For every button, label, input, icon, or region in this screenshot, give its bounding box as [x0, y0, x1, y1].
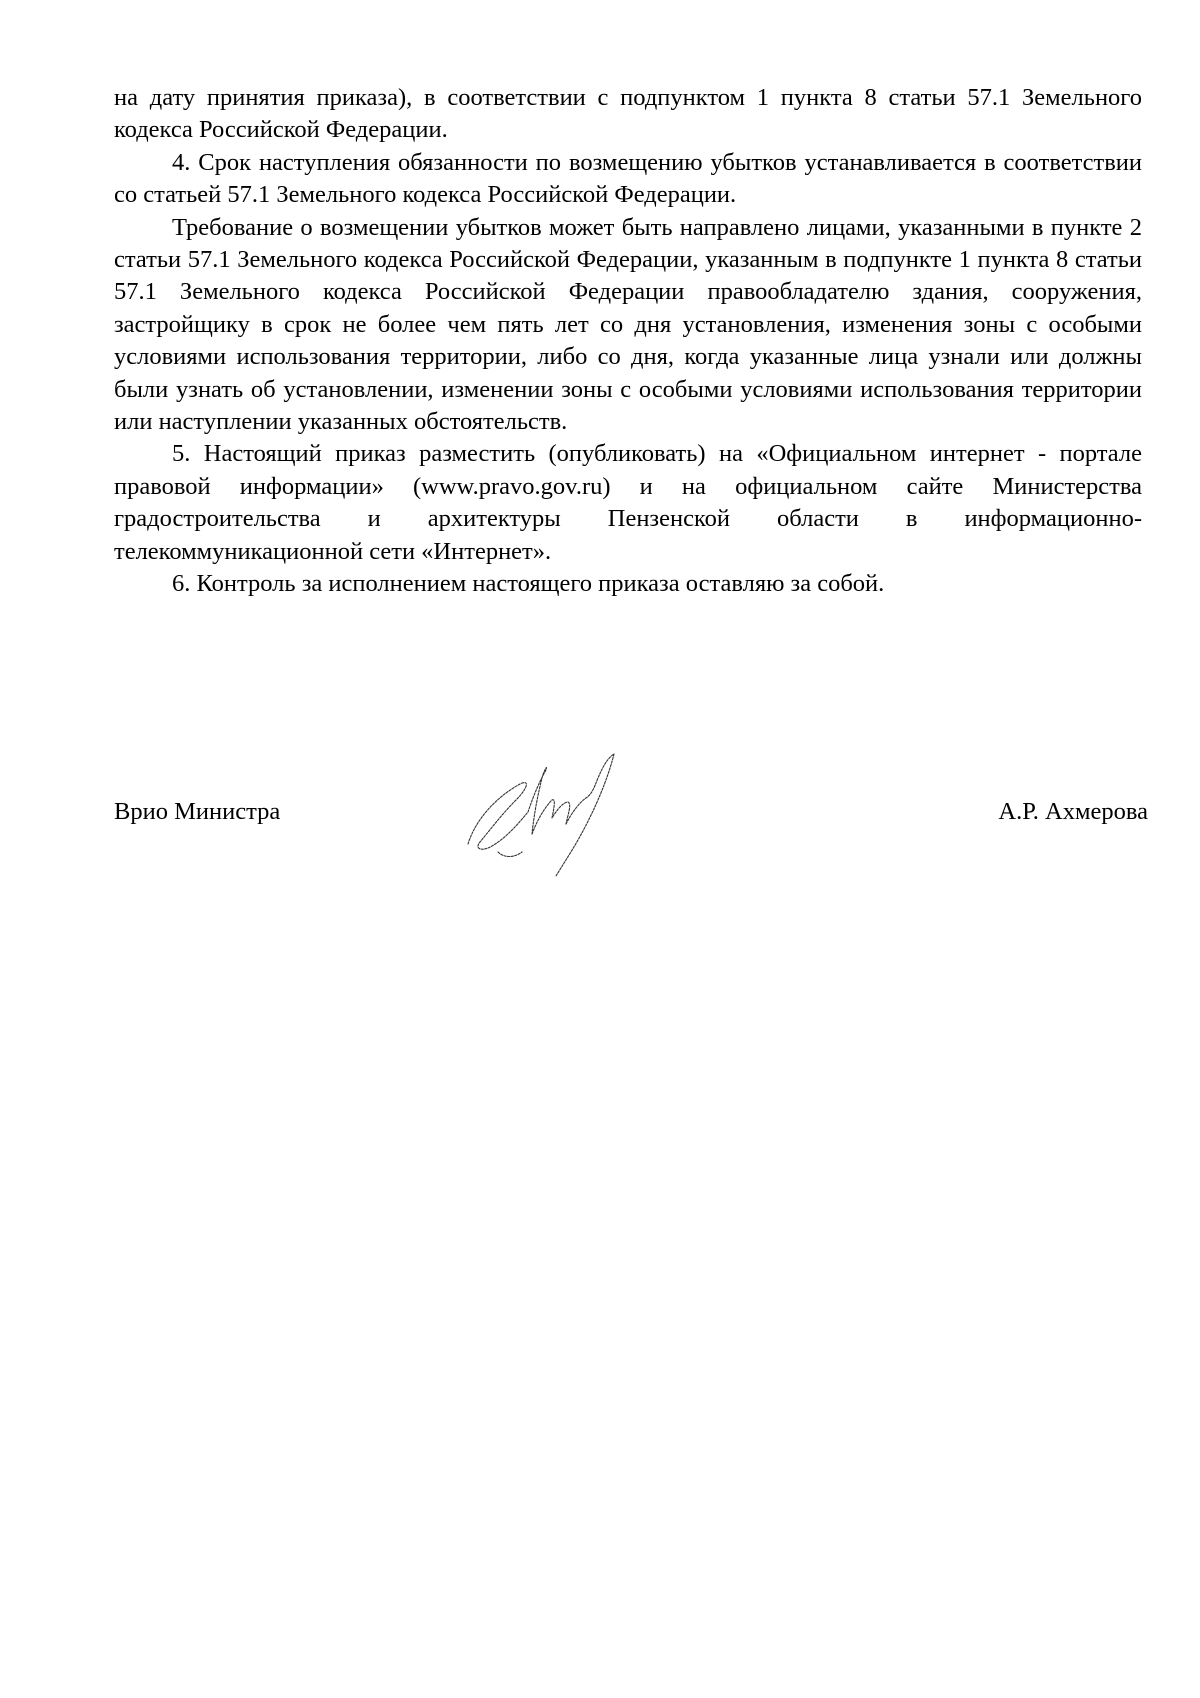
paragraph-damages-claim: Требование о возмещении убытков может быть направлено лицами, указанными в пункте 2 статьи 57.1 Земельного кодекса Российской Федерации, указанным в подпункте 1 пункта 8 статьи 57.1 Земельного кодекса Российской Федерации правообладателю здания, сооружения, застройщику в срок не более чем пять лет со дня установления, изменения зоны с особыми условиями использования территории, либо со дня, когда указанные лица узнали или должны были узнать об установлении, изменении зоны с особыми условиями использования территории или наступлении указанных обстоятельств. — [114, 213, 1142, 436]
paragraph-continuation: на дату принятия приказа), в соответствии с подпунктом 1 пункта 8 статьи 57.1 Земельного кодекса Российской Федерации. — [114, 84, 1142, 144]
document-body — [114, 82, 1142, 601]
paragraph-item-5: 5. Настоящий приказ разместить (опубликовать) на «Официальном интернет - портале правовой информации» (www.pravo.gov.ru) и на официальном сайте Министерства градостроительства и архитектуры Пензенской области в информационно-телекоммуникационной сети «Интернет». — [114, 440, 1142, 565]
paragraph-item-4: 4. Срок наступления обязанности по возмещению убытков устанавливается в соответствии со статьей 57.1 Земельного кодекса Российской Федерации. — [114, 148, 1142, 209]
signatory-name: А.Р. Ахмерова — [998, 798, 1148, 825]
handwritten-signature-icon — [458, 748, 628, 880]
paragraph-item-6: 6. Контроль за исполнением настоящего приказа оставляю за собой. — [172, 570, 885, 598]
signature-block — [114, 796, 1148, 836]
signatory-position: Врио Министра — [114, 798, 281, 825]
